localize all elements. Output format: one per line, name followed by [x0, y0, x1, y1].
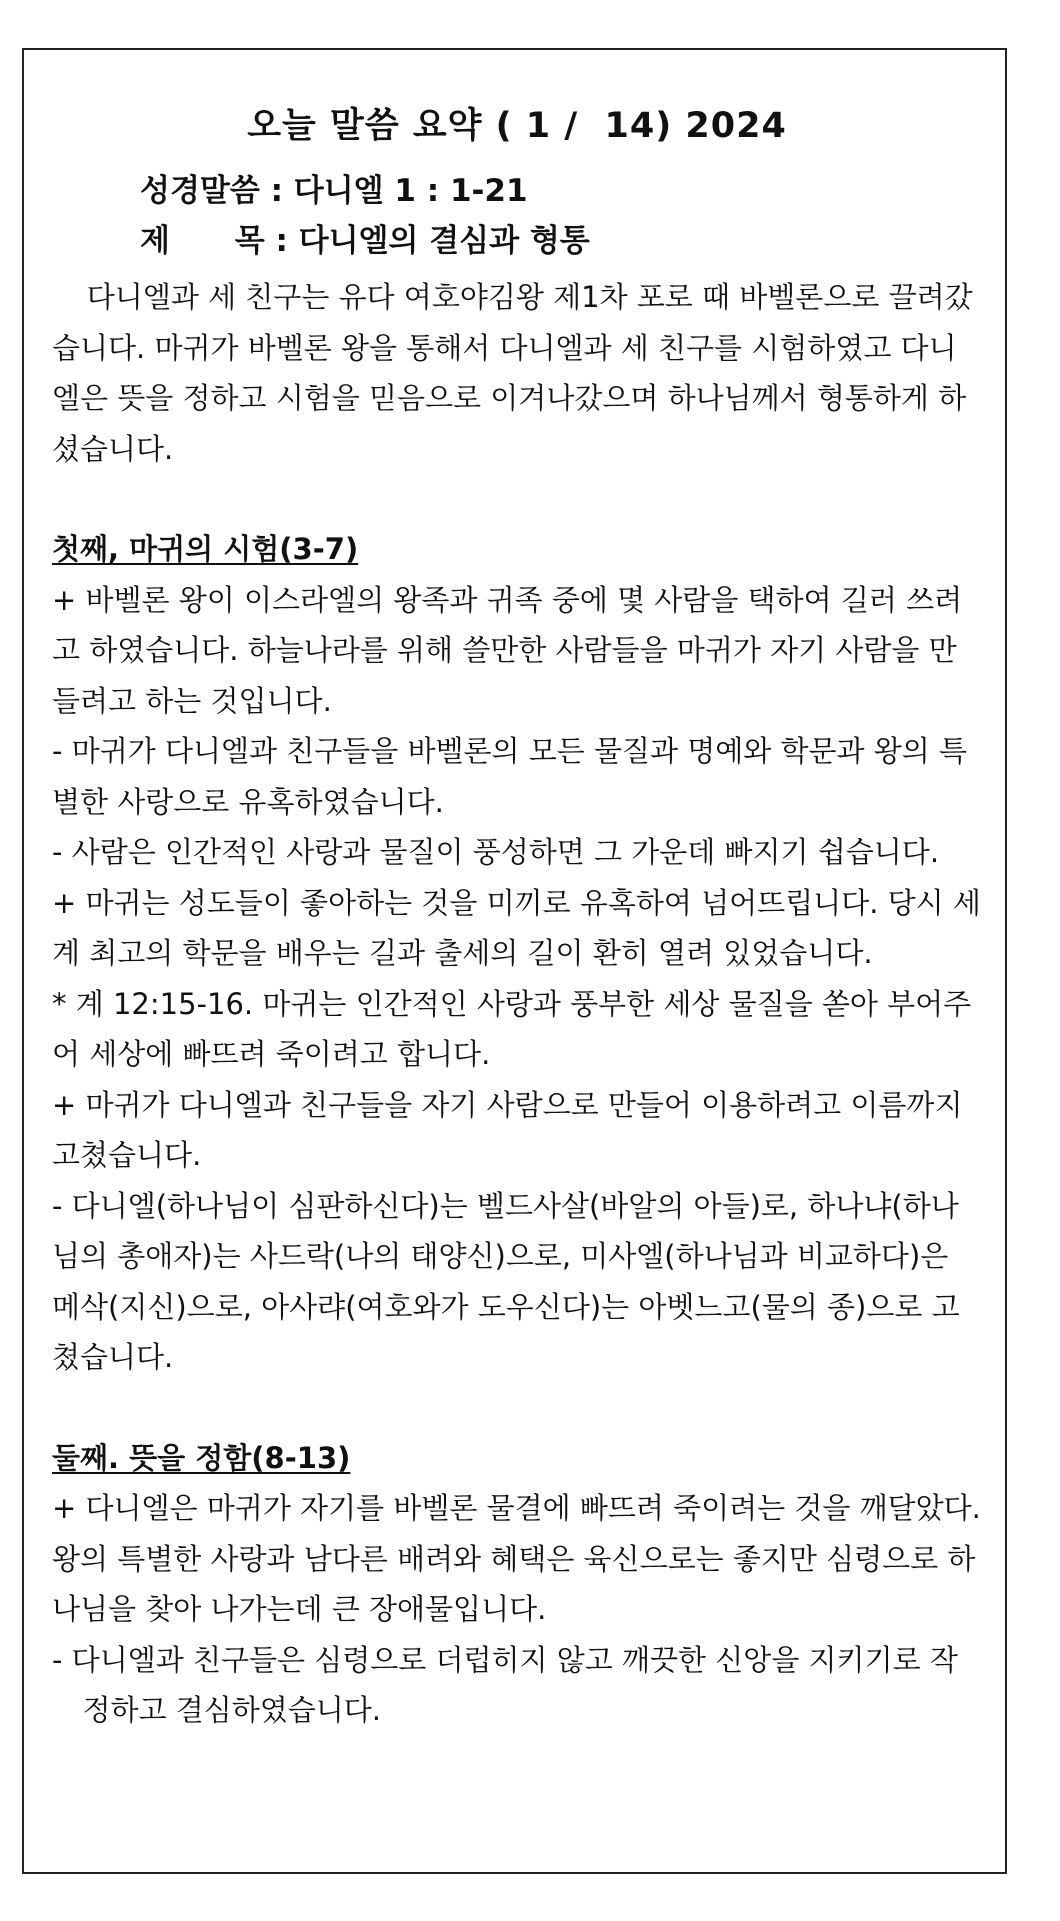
section-heading: 둘째. 뜻을 정함(8-13): [52, 1440, 351, 1475]
list-item: * 계 12:15-16. 마귀는 인간적인 사랑과 풍부한 세상 물질을 쏟아 부어주어 세상에 빠뜨려 죽이려고 합니다.: [52, 986, 972, 1071]
list-item: + 마귀는 성도들이 좋아하는 것을 미끼로 유혹하여 넘어뜨립니다. 당시 세계 최고의 학문을 배우는 길과 출세의 길이 환히 열려 있었습니다.: [52, 885, 981, 970]
list-item: + 마귀가 다니엘과 친구들을 자기 사람으로 만들어 이용하려고 이름까지 고쳤습니다.: [52, 1087, 963, 1172]
list-item: + 바벨론 왕이 이스라엘의 왕족과 귀족 중에 몇 사람을 택하여 길러 쓰려고 하였습니다. 하늘나라를 위해 쓸만한 사람들을 마귀가 자기 사람을 만들려고 하는 것입니다.: [52, 582, 963, 718]
list-item: + 다니엘은 마귀가 자기를 바벨론 물결에 빠뜨려 죽이려는 것을 깨달았다. 왕의 특별한 사랑과 남다른 배려와 혜택은 육신으로는 좋지만 심령으로 하나님을 찾아 나가는데 큰 장애물입니다.: [52, 1491, 981, 1626]
intro-paragraph: 다니엘과 세 친구는 유다 여호야김왕 제1차 포로 때 바벨론으로 끌려갔습니다. 마귀가 바벨론 왕을 통해서 다니엘과 세 친구를 시험하였고 다니엘은 뜻을 정하고 시험을 믿음으로 이겨나갔으며 하나님께서 형통하게 하셨습니다.: [52, 280, 973, 466]
document-content: [52, 98, 982, 1736]
list-item: - 다니엘과 친구들은 심령으로 더럽히지 않고 깨끗한 신앙을 지키기로 작정하고 결심하였습니다.: [52, 1642, 958, 1727]
list-item: - 사람은 인간적인 사랑과 물질이 풍성하면 그 가운데 빠지기 쉽습니다.: [52, 835, 940, 869]
sermon-subject: 제 목 : 다니엘의 결심과 형통: [140, 223, 590, 259]
list-item: - 마귀가 다니엘과 친구들을 바벨론의 모든 물질과 명예와 학문과 왕의 특별한 사랑으로 유혹하였습니다.: [52, 734, 968, 819]
scripture-reference: 성경말씀 : 다니엘 1 : 1-21: [140, 173, 528, 209]
section-first: [52, 524, 982, 1383]
section-heading: 첫째, 마귀의 시험(3-7): [52, 532, 359, 566]
document-title: 오늘 말씀 요약 ( 1 / 14) 2024: [247, 106, 787, 146]
section-second: [52, 1433, 982, 1736]
list-item: - 다니엘(하나님이 심판하신다)는 벨드사살(바알의 아들)로, 하나냐(하나님의 총애자)는 사드락(나의 태양신)으로, 미사엘(하나님과 비교하다)은 메삭(지신)으로, 아사랴(여호와가 도우신다)는 아벳느고(물의 종)으로 고쳤습니다.: [52, 1188, 960, 1374]
